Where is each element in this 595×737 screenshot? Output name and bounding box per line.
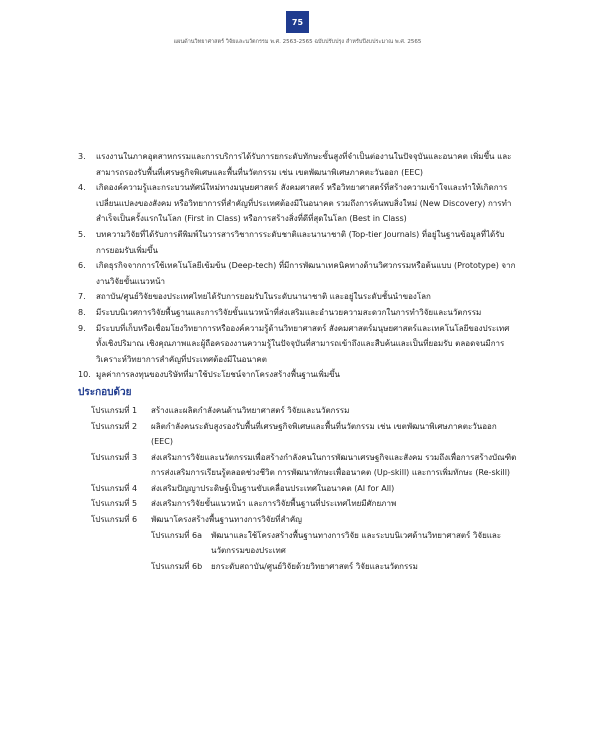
subprogram-label: โปรแกรมที่ 6a [151,530,203,540]
item-number: 4. [78,183,86,193]
program-item [78,481,518,497]
program-text: ส่งเสริมการวิจัยและนวัตกรรมเพื่อสร้างกำลังคนในการพัฒนาเศรษฐกิจและสังคม รวมถึงเพื่อการสร้างบัณฑิต การส่งเสริมการเรียนรู้ตลอดช่วงชีวิต การพัฒนาทักษะเพื่ออนาคต (Up-skill) และการเพิ่มทักษะ (Re-skill) [151,452,517,478]
running-header: แผนด้านวิทยาศาสตร์ วิจัยและนวัตกรรม พ.ศ. 2563-2565 ฉบับปรับปรุง สำหรับปีงบประมาณ พ.ศ. 2565 [173,39,422,45]
item-number: 9. [78,323,86,333]
program-item [78,512,518,528]
item-number: 7. [78,292,86,302]
list-item [78,289,518,305]
subprogram-item [78,559,518,575]
subprogram-item [78,528,518,559]
subprogram-label: โปรแกรมที่ 6b [151,561,203,571]
program-text: สร้างและผลิตกำลังคนด้านวิทยาศาสตร์ วิจัยและนวัตกรรม [151,405,350,415]
item-text: แรงงานในภาคอุตสาหกรรมและการบริการได้รับการยกระดับทักษะขั้นสูงที่จำเป็นต่องานในปัจจุบันและอนาคต เพิ่มขึ้น และสามารถรองรับพื้นที่เศรษฐกิจพิเศษและพื้นที่นวัตกรรม เช่น เขตพัฒนาพิเศษภาคตะวันออก (EEC) [96,152,512,177]
item-number: 3. [78,152,86,161]
list-item [78,180,518,227]
program-item [78,496,518,512]
item-text: สถาบัน/ศูนย์วิจัยของประเทศไทยได้รับการยอมรับในระดับนานาชาติ และอยู่ในระดับชั้นนำของโลก [96,292,431,302]
item-number: 6. [78,261,86,271]
program-label: โปรแกรมที่ 4 [91,483,138,493]
item-text: มีระบบนิเวศการวิจัยพื้นฐานและการวิจัยขั้นแนวหน้าที่ส่งเสริมและอำนวยความสะดวกในการทำวิจัยและนวัตกรรม [96,307,482,317]
section-heading: ประกอบด้วย [78,386,132,398]
item-text: มูลค่าการลงทุนของบริษัทที่มาใช้ประโยชน์จากโครงสร้างพื้นฐานเพิ่มขึ้น [96,370,341,380]
list-item [78,367,518,383]
program-item [78,419,518,450]
item-text: เกิดองค์ความรู้และกระบวนทัศน์ใหม่ทางมนุษยศาสตร์ สังคมศาสตร์ หรือวิทยาศาสตร์ที่สร้างความเข้าใจและทำให้เกิดการเปลี่ยนแปลงของสังคม หรือวิทยาการที่สำคัญที่ประเทศต้องมีในอนาคต รวมถึงการค้นพบสิ่งใหม่ (New Discovery) การทำสำเร็จเป็นครั้งแรกในโลก (First in Class) หรือการสร้างสิ่งที่ดีที่สุดในโลก (Best in Class) [96,183,512,224]
item-number: 8. [78,307,86,317]
document-body [78,149,518,574]
program-label: โปรแกรมที่ 6 [91,515,138,525]
program-text: ส่งเสริมปัญญาประดิษฐ์เป็นฐานขับเคลื่อนประเทศในอนาคต (AI for All) [151,483,395,493]
subprogram-text: ยกระดับสถาบัน/ศูนย์วิจัยด้วยวิทยาศาสตร์ วิจัยและนวัตกรรม [211,561,418,571]
list-item [78,258,518,289]
list-item [78,305,518,321]
program-label: โปรแกรมที่ 5 [91,499,138,509]
item-text: มีระบบที่เก็บหรือเชื่อมโยงวิทยาการหรือองค์ความรู้ด้านวิทยาศาสตร์ สังคมศาสตร์มนุษยศาสตร์และเทคโนโลยีของประเทศ ทั้งเชิงปริมาณ เชิงคุณภาพและผู้ถือครองงานความรู้ในปัจจุบันที่สามารถเข้าถึงและสืบค้นและเป็นที่ยอมรับ ตลอดจนมีการวิเคราะห์วิทยาการสำคัญที่ประเทศต้องมีในอนาคต [96,323,510,364]
program-text: ส่งเสริมการวิจัยขั้นแนวหน้า และการวิจัยพื้นฐานที่ประเทศไทยมีศักยภาพ [151,499,397,509]
item-number: 10. [78,370,91,380]
program-text: ผลิตกำลังคนระดับสูงรองรับพื้นที่เศรษฐกิจพิเศษและพื้นที่นวัตกรรม เช่น เขตพัฒนาพิเศษภาคตะวันออก (EEC) [151,421,497,447]
item-number: 5. [78,229,86,239]
item-text: บทความวิจัยที่ได้รับการตีพิมพ์ในวารสารวิชาการระดับชาติและนานาชาติ (Top-tier Journals) ที่อยู่ในฐานข้อมูลที่ได้รับการยอมรับเพิ่มขึ้น [96,229,505,255]
list-item [78,149,518,180]
program-label: โปรแกรมที่ 3 [91,452,138,462]
program-text: พัฒนาโครงสร้างพื้นฐานทางการวิจัยที่สำคัญ [151,515,302,525]
list-item [78,321,518,368]
program-label: โปรแกรมที่ 2 [91,421,138,431]
program-item [78,450,518,481]
page-number: 75 [286,11,309,33]
item-text: เกิดธุรกิจจากการใช้เทคโนโลยีเข้มข้น (Deep-tech) ที่มีการพัฒนาเทคนิคทางด้านวิศวกรรมหรือต้นแบบ (Prototype) จากงานวิจัยขั้นแนวหน้า [96,261,516,286]
program-item [78,403,518,419]
subprogram-text: พัฒนาและใช้โครงสร้างพื้นฐานทางการวิจัย และระบบนิเวศด้านวิทยาศาสตร์ วิจัยและนวัตกรรมของประเทศ [211,530,502,556]
list-item [78,227,518,258]
program-label: โปรแกรมที่ 1 [91,405,138,415]
